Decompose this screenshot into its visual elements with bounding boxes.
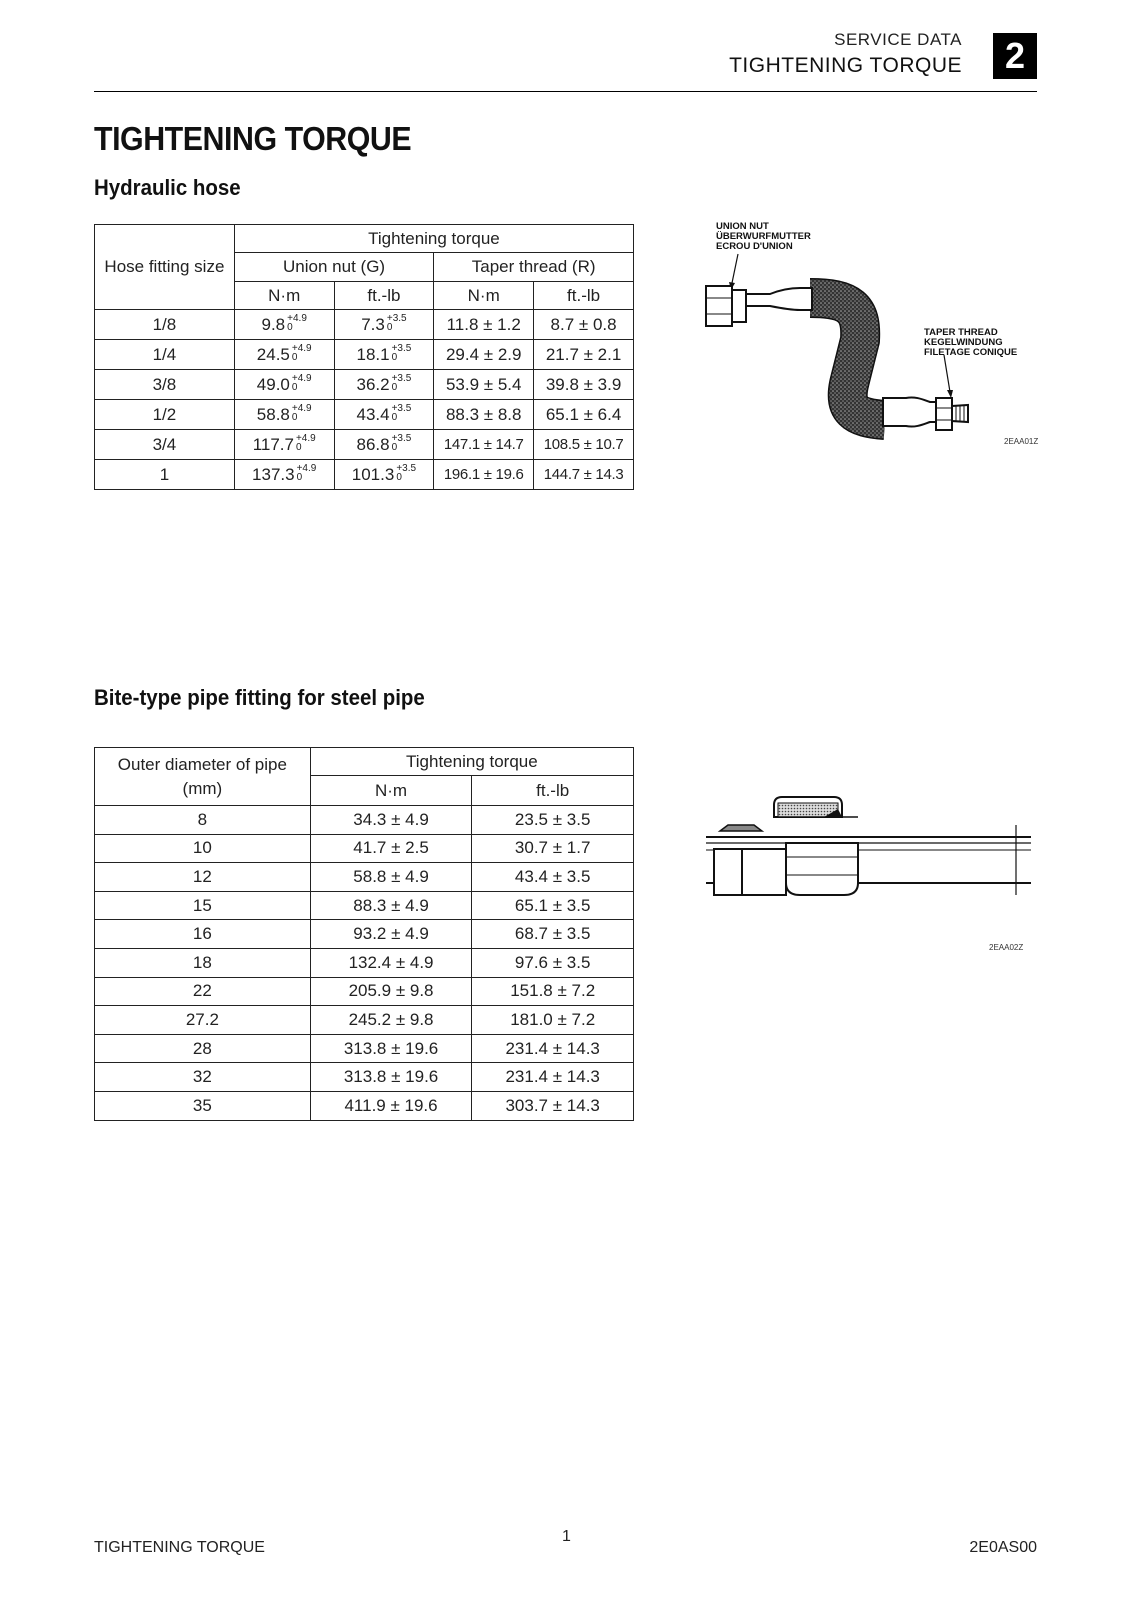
cell-ftlb: 231.4 ± 14.3 bbox=[472, 1063, 634, 1092]
value: 137.3 bbox=[252, 464, 295, 484]
tol-upper: +4.9 bbox=[295, 433, 316, 445]
tolerance bbox=[292, 344, 312, 362]
tol-upper: +3.5 bbox=[391, 433, 412, 445]
cell-nm: 411.9 ± 19.6 bbox=[310, 1091, 472, 1120]
cell-ftlb: 30.7 ± 1.7 bbox=[472, 834, 634, 863]
cell-od: 16 bbox=[95, 920, 311, 949]
tol-upper: +4.9 bbox=[296, 463, 317, 475]
table-row bbox=[95, 1091, 634, 1120]
tolerance bbox=[396, 464, 416, 482]
union-nut-label bbox=[716, 222, 811, 252]
header-nm: N·m bbox=[310, 776, 472, 806]
cell-taper-nm: 88.3 ± 8.8 bbox=[434, 400, 534, 430]
value: 117.7 bbox=[252, 434, 294, 454]
tolerance bbox=[296, 434, 316, 452]
tolerance bbox=[387, 314, 407, 332]
value: 9.8 bbox=[261, 314, 286, 334]
cell-od: 18 bbox=[95, 948, 311, 977]
value: 36.2 bbox=[356, 374, 390, 394]
section-title-bite-type: Bite-type pipe fitting for steel pipe bbox=[94, 685, 425, 710]
hydraulic-hose-illustration bbox=[700, 250, 1030, 460]
label-line: TAPER THREAD bbox=[924, 327, 998, 338]
tol-lower: 0 bbox=[391, 382, 398, 394]
cell-size: 1/4 bbox=[95, 340, 235, 370]
page-title: TIGHTENING TORQUE bbox=[94, 120, 412, 157]
cell-nm: 34.3 ± 4.9 bbox=[310, 806, 472, 835]
cell-taper-ftlb: 21.7 ± 2.1 bbox=[534, 340, 634, 370]
table-row bbox=[95, 430, 634, 460]
tolerance bbox=[297, 464, 317, 482]
table-row bbox=[95, 460, 634, 490]
cell-od: 32 bbox=[95, 1063, 311, 1092]
tol-lower: 0 bbox=[295, 442, 302, 454]
cell-od: 28 bbox=[95, 1034, 311, 1063]
cell-union-ftlb bbox=[334, 430, 434, 460]
cell-union-ftlb bbox=[334, 340, 434, 370]
tol-lower: 0 bbox=[291, 352, 298, 364]
label-line: FILETAGE CONIQUE bbox=[924, 347, 1018, 358]
cell-nm: 245.2 ± 9.8 bbox=[310, 1006, 472, 1035]
cell-nm: 205.9 ± 9.8 bbox=[310, 977, 472, 1006]
table-row bbox=[95, 340, 634, 370]
tolerance bbox=[287, 314, 307, 332]
chapter-badge: 2 bbox=[993, 33, 1037, 79]
header-subtitle: SERVICE DATA bbox=[834, 30, 962, 49]
tolerance bbox=[392, 344, 412, 362]
cell-nm: 93.2 ± 4.9 bbox=[310, 920, 472, 949]
bite-type-fitting-table bbox=[94, 747, 634, 1121]
value: 49.0 bbox=[256, 374, 290, 394]
cell-ftlb: 23.5 ± 3.5 bbox=[472, 806, 634, 835]
tol-lower: 0 bbox=[391, 352, 398, 364]
header-ftlb: ft.-lb bbox=[334, 282, 434, 310]
tol-upper: +3.5 bbox=[396, 463, 417, 475]
tol-lower: 0 bbox=[391, 442, 398, 454]
header-line: Outer diameter of pipe bbox=[117, 754, 287, 774]
tol-upper: +4.9 bbox=[287, 313, 307, 325]
tol-upper: +3.5 bbox=[391, 403, 412, 415]
header-nm: N·m bbox=[434, 282, 534, 310]
cell-taper-nm: 29.4 ± 2.9 bbox=[434, 340, 534, 370]
cell-size: 3/4 bbox=[95, 430, 235, 460]
header-outer-diameter bbox=[95, 748, 311, 806]
cell-od: 12 bbox=[95, 863, 311, 892]
tol-upper: +4.9 bbox=[291, 343, 312, 355]
cell-ftlb: 43.4 ± 3.5 bbox=[472, 863, 634, 892]
table-row bbox=[95, 834, 634, 863]
value: 43.4 bbox=[356, 404, 390, 424]
page-number: 1 bbox=[562, 1528, 571, 1545]
tol-lower: 0 bbox=[386, 322, 393, 334]
cell-taper-nm: 53.9 ± 5.4 bbox=[434, 370, 534, 400]
value: 7.3 bbox=[361, 314, 385, 334]
cell-nm: 58.8 ± 4.9 bbox=[310, 863, 472, 892]
cell-od: 10 bbox=[95, 834, 311, 863]
table-row bbox=[95, 400, 634, 430]
tolerance bbox=[392, 434, 412, 452]
cell-ftlb: 303.7 ± 14.3 bbox=[472, 1091, 634, 1120]
value: 101.3 bbox=[351, 464, 395, 484]
value: 86.8 bbox=[356, 434, 390, 454]
header-ftlb: ft.-lb bbox=[534, 282, 634, 310]
value: 18.1 bbox=[356, 344, 390, 364]
hydraulic-hose-table bbox=[94, 224, 634, 490]
tol-upper: +3.5 bbox=[391, 343, 412, 355]
cell-taper-ftlb: 39.8 ± 3.9 bbox=[534, 370, 634, 400]
cell-union-nm bbox=[234, 370, 334, 400]
header-title: TIGHTENING TORQUE bbox=[729, 54, 962, 77]
bite-type-fitting-illustration bbox=[706, 795, 1036, 920]
tolerance bbox=[392, 374, 412, 392]
cell-ftlb: 181.0 ± 7.2 bbox=[472, 1006, 634, 1035]
cell-taper-ftlb: 8.7 ± 0.8 bbox=[534, 310, 634, 340]
cell-union-ftlb bbox=[334, 370, 434, 400]
cell-taper-ftlb: 144.7 ± 14.3 bbox=[534, 460, 634, 490]
header-tightening-torque: Tightening torque bbox=[234, 225, 633, 253]
label-line: KEGELWINDUNG bbox=[924, 337, 1003, 348]
cell-ftlb: 97.6 ± 3.5 bbox=[472, 948, 634, 977]
cell-od: 8 bbox=[95, 806, 311, 835]
cell-nm: 132.4 ± 4.9 bbox=[310, 948, 472, 977]
cell-union-ftlb bbox=[334, 460, 434, 490]
header-divider bbox=[94, 91, 1037, 92]
cell-union-nm bbox=[234, 400, 334, 430]
cell-taper-nm: 11.8 ± 1.2 bbox=[434, 310, 534, 340]
cell-nm: 313.8 ± 19.6 bbox=[310, 1034, 472, 1063]
table-row bbox=[95, 1063, 634, 1092]
header-taper-thread: Taper thread (R) bbox=[434, 253, 634, 282]
tol-upper: +4.9 bbox=[291, 373, 312, 385]
tol-lower: 0 bbox=[296, 472, 303, 484]
table-row bbox=[95, 977, 634, 1006]
cell-taper-ftlb: 65.1 ± 6.4 bbox=[534, 400, 634, 430]
cell-union-nm bbox=[234, 460, 334, 490]
header-tightening-torque: Tightening torque bbox=[310, 748, 633, 776]
header-line: (mm) bbox=[182, 778, 223, 798]
cell-union-nm bbox=[234, 340, 334, 370]
value: 58.8 bbox=[256, 404, 290, 424]
tol-lower: 0 bbox=[291, 412, 298, 424]
cell-od: 22 bbox=[95, 977, 311, 1006]
header-nm: N·m bbox=[234, 282, 334, 310]
cell-taper-nm: 147.1 ± 14.7 bbox=[434, 430, 534, 460]
label-line: ECROU D'UNION bbox=[716, 241, 793, 252]
value: 24.5 bbox=[256, 344, 290, 364]
figure-code: 2EAA01Z bbox=[1004, 437, 1039, 446]
table-row bbox=[95, 370, 634, 400]
cell-nm: 313.8 ± 19.6 bbox=[310, 1063, 472, 1092]
table-row bbox=[95, 891, 634, 920]
tolerance bbox=[292, 404, 312, 422]
cell-od: 15 bbox=[95, 891, 311, 920]
table-row bbox=[95, 1034, 634, 1063]
cell-od: 27.2 bbox=[95, 1006, 311, 1035]
table-row bbox=[95, 806, 634, 835]
cell-size: 3/8 bbox=[95, 370, 235, 400]
cell-union-nm bbox=[234, 430, 334, 460]
table-row bbox=[95, 1006, 634, 1035]
cell-union-ftlb bbox=[334, 400, 434, 430]
figure-code: 2EAA02Z bbox=[989, 943, 1024, 952]
table-row bbox=[95, 863, 634, 892]
label-line: ÜBERWURFMUTTER bbox=[716, 231, 811, 242]
cell-size: 1/2 bbox=[95, 400, 235, 430]
cell-nm: 41.7 ± 2.5 bbox=[310, 834, 472, 863]
header-hose-fitting-size: Hose fitting size bbox=[95, 225, 235, 310]
tolerance bbox=[392, 404, 412, 422]
cell-ftlb: 231.4 ± 14.3 bbox=[472, 1034, 634, 1063]
cell-ftlb: 68.7 ± 3.5 bbox=[472, 920, 634, 949]
tol-lower: 0 bbox=[391, 412, 398, 424]
section-title-hydraulic-hose: Hydraulic hose bbox=[94, 175, 241, 200]
tolerance bbox=[292, 374, 312, 392]
footer-document-code: 2E0AS00 bbox=[969, 1539, 1037, 1556]
cell-size: 1/8 bbox=[95, 310, 235, 340]
footer-title: TIGHTENING TORQUE bbox=[94, 1539, 265, 1556]
cell-ftlb: 65.1 ± 3.5 bbox=[472, 891, 634, 920]
table-row bbox=[95, 948, 634, 977]
cell-taper-nm: 196.1 ± 19.6 bbox=[434, 460, 534, 490]
tol-upper: +4.9 bbox=[291, 403, 312, 415]
tol-upper: +3.5 bbox=[391, 373, 412, 385]
tol-lower: 0 bbox=[287, 322, 293, 334]
tol-lower: 0 bbox=[291, 382, 298, 394]
tol-lower: 0 bbox=[396, 472, 402, 484]
cell-size: 1 bbox=[95, 460, 235, 490]
cell-od: 35 bbox=[95, 1091, 311, 1120]
cell-union-nm bbox=[234, 310, 334, 340]
header-union-nut: Union nut (G) bbox=[234, 253, 433, 282]
label-line: UNION NUT bbox=[716, 221, 769, 232]
table-row bbox=[95, 310, 634, 340]
cell-taper-ftlb: 108.5 ± 10.7 bbox=[534, 430, 634, 460]
cell-union-ftlb bbox=[334, 310, 434, 340]
cell-ftlb: 151.8 ± 7.2 bbox=[472, 977, 634, 1006]
header-ftlb: ft.-lb bbox=[472, 776, 634, 806]
cell-nm: 88.3 ± 4.9 bbox=[310, 891, 472, 920]
tol-upper: +3.5 bbox=[386, 313, 407, 325]
table-row bbox=[95, 920, 634, 949]
